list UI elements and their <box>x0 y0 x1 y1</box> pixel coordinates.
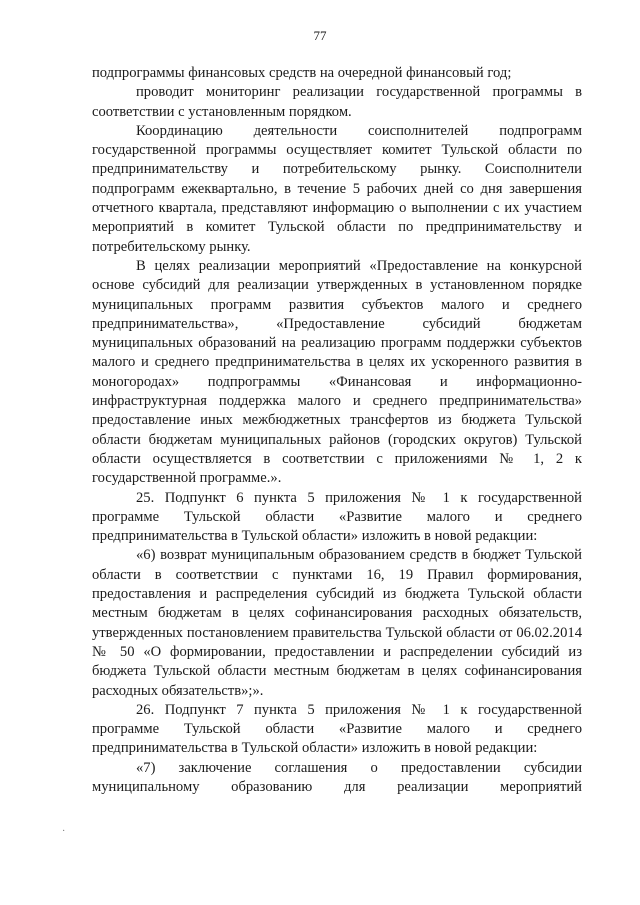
paragraph-4: В целях реализации мероприятий «Предоставление на конкурсной основе субсидий для реализации утвержденных в установленном порядке муниципальных программ развития субъектов малого и среднего предпринимательства», «Предоставление субсидий бюджетам муниципальных образований на реализацию программ поддержки субъектов малого и среднего предпринимательства в целях их ускоренного развития в моногородах» подпрограммы «Финансовая и информационно-инфраструктурная поддержка малого и среднего предпринимательства» предоставление иных межбюджетных трансфертов из бюджета Тульской области бюджетам муниципальных районов (городских округов) Тульской области осуществляется в соответствии с приложениями № 1, 2 к государственной программе.». <box>92 257 582 487</box>
page-number: 77 <box>313 28 327 43</box>
paragraph-5: 25. Подпункт 6 пункта 5 приложения № 1 к государственной программе Тульской области «Развитие малого и среднего предпринимательства в Тульской области» изложить в новой редакции: <box>92 489 582 545</box>
paragraph-2: проводит мониторинг реализации государственной программы в соответствии с установленным порядком. <box>92 84 582 120</box>
paragraph-6: «6) возврат муниципальным образованием средств в бюджет Тульской области в соответствии с пунктами 16, 19 Правил формирования, предоставления и распределения субсидий из бюджета Тульской области местным бюджетам в целях софинансирования расходных обязательств, утвержденных постановлением правительства Тульской области от 06.02.2014 № 50 «О формировании, предоставлении и распределении субсидий из бюджета Тульской области местным бюджетам в целях софинансирования расходных обязательств»;». <box>92 547 582 699</box>
paragraph-7: 26. Подпункт 7 пункта 5 приложения № 1 к государственной программе Тульской области «Развитие малого и среднего предпринимательства в Тульской области» изложить в новой редакции: <box>92 701 582 757</box>
scan-speck: · <box>62 826 66 837</box>
paragraph-3: Координацию деятельности соисполнителей подпрограмм государственной программы осуществляет комитет Тульской области по предпринимательству и потребительскому рынку. Соисполнители подпрограмм ежеквартально, в течение 5 рабочих дней со дня завершения отчетного квартала, представляют информацию о выполнении с их участием мероприятий в комитет Тульской области по предпринимательству и потребительскому рынку. <box>92 122 582 255</box>
paragraph-1: подпрограммы финансовых средств на очередной финансовый год; <box>92 65 512 81</box>
document-body <box>92 64 582 797</box>
paragraph-8: «7) заключение соглашения о предоставлении субсидии муниципальному образованию для реализации мероприятий <box>92 759 582 795</box>
